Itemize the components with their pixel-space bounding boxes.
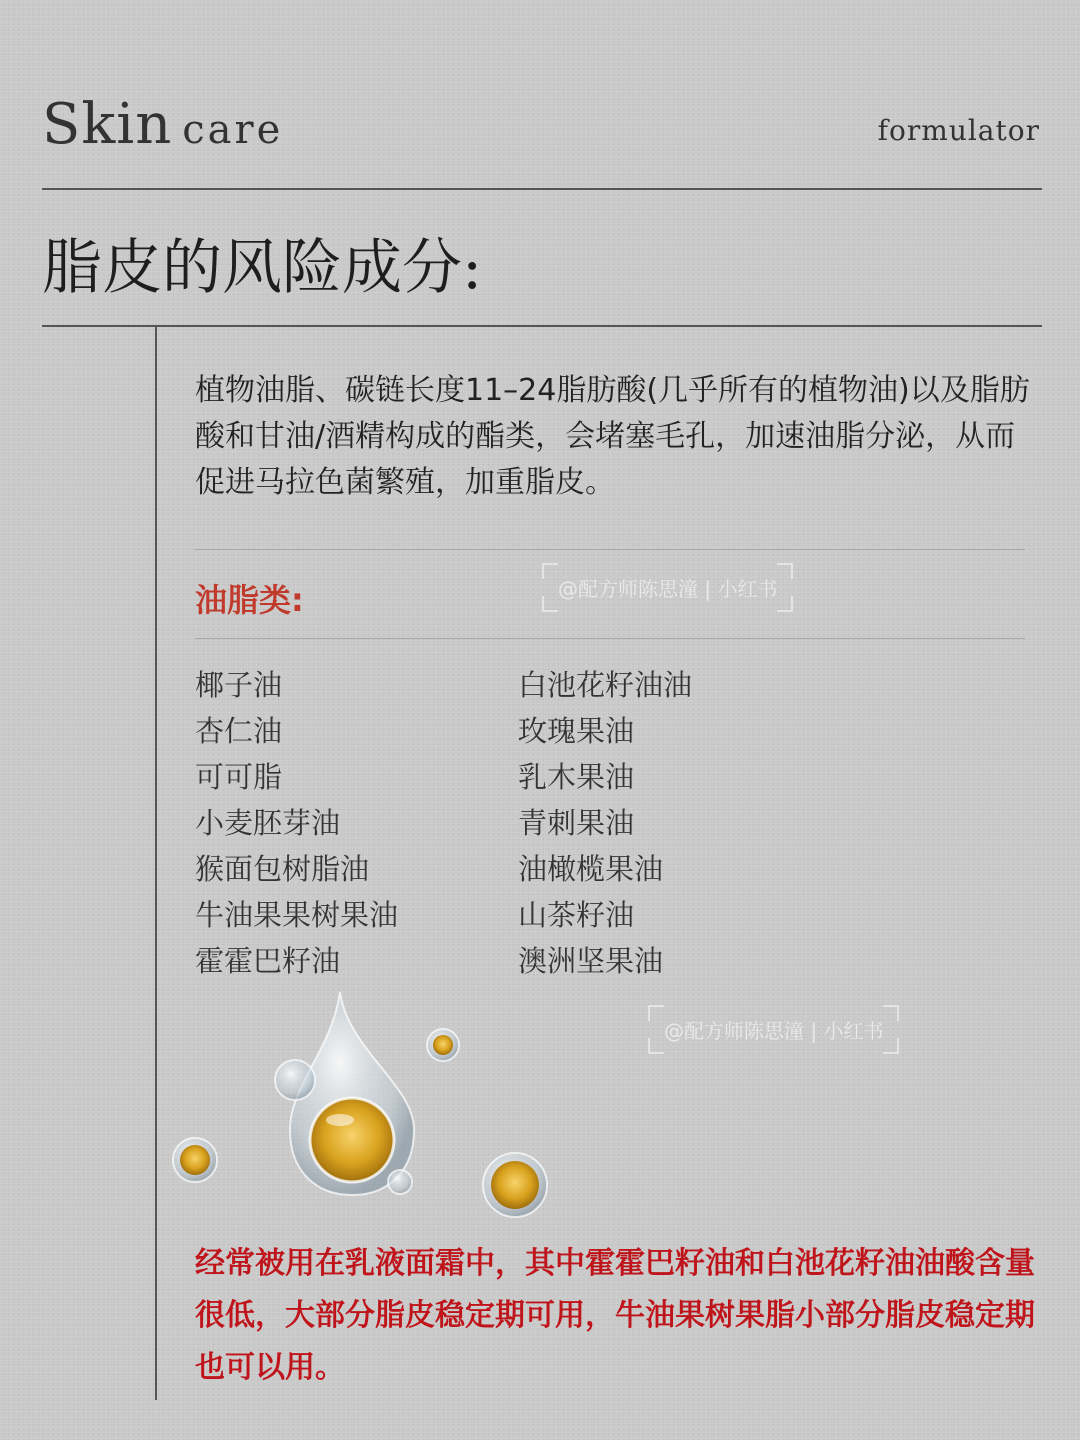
section-divider-top (195, 549, 1025, 550)
watermark (542, 563, 793, 612)
oil-droplet-illustration (160, 990, 580, 1220)
list-item: 澳洲坚果油 (518, 944, 664, 978)
note-paragraph: 经常被用在乳液面霜中，其中霍霍巴籽油和白池花籽油油酸含量很低，大部分脂皮稳定期可用，牛油果树果脂小部分脂皮稳定期也可以用。 (195, 1246, 1035, 1385)
top-divider (42, 188, 1042, 190)
list-item: 霍霍巴籽油 (195, 944, 341, 978)
list-item: 油橄榄果油 (518, 852, 664, 886)
section-divider-bottom (195, 638, 1025, 639)
title-divider (42, 325, 1042, 327)
section-title: 油脂类: (195, 581, 304, 619)
list-item: 小麦胚芽油 (195, 806, 341, 840)
watermark-text: @配方师陈思潼 | 小红书 (558, 577, 778, 601)
watermark (648, 1005, 899, 1054)
list-item: 青刺果油 (518, 806, 635, 840)
brand-title (42, 92, 283, 157)
list-item: 玫瑰果油 (518, 714, 635, 748)
brand-skin: Skin (42, 92, 173, 157)
intro-paragraph: 植物油脂、碳链长度11–24脂肪酸(几乎所有的植物油)以及脂肪酸和甘油/酒精构成的酯类，会堵塞毛孔，加速油脂分泌，从而促进马拉色菌繁殖，加重脂皮。 (195, 373, 1030, 500)
list-item: 乳木果油 (518, 760, 635, 794)
page-title: 脂皮的风险成分: (42, 233, 483, 303)
list-item: 白池花籽油油 (518, 668, 693, 702)
oil-list-left (195, 662, 398, 984)
list-item: 椰子油 (195, 668, 283, 702)
brand-subtitle: formulator (877, 114, 1040, 147)
watermark-text: @配方师陈思潼 | 小红书 (664, 1019, 884, 1043)
list-item: 山茶籽油 (518, 898, 635, 932)
list-item: 猴面包树脂油 (195, 852, 370, 886)
list-item: 牛油果果树果油 (195, 898, 399, 932)
oil-list-right (518, 662, 692, 984)
vertical-rule (155, 327, 157, 1400)
list-item: 可可脂 (195, 760, 283, 794)
brand-care: care (182, 107, 284, 153)
list-item: 杏仁油 (195, 714, 283, 748)
